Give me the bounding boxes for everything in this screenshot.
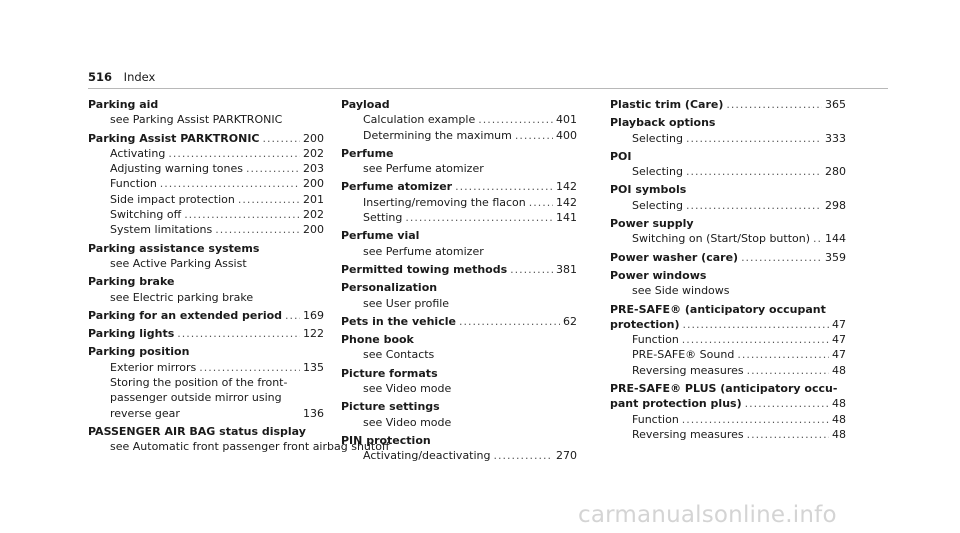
index-term bbox=[341, 179, 577, 194]
page-reference[interactable]: 365 bbox=[825, 98, 846, 111]
index-term bbox=[610, 97, 846, 112]
index-subentry bbox=[88, 207, 324, 222]
index-entry bbox=[88, 131, 324, 238]
entry-text: Activating/deactivating bbox=[363, 449, 491, 463]
index-term bbox=[610, 115, 846, 130]
entry-text: Reversing measures bbox=[632, 363, 744, 377]
entry-text: Function bbox=[110, 177, 157, 191]
page-reference[interactable]: 142 bbox=[556, 195, 577, 209]
index-subentry bbox=[341, 244, 577, 259]
page-header bbox=[88, 70, 155, 84]
page-reference[interactable]: 169 bbox=[303, 308, 324, 322]
dot-leader bbox=[682, 332, 829, 347]
index-subentry bbox=[88, 439, 390, 454]
index-term bbox=[88, 274, 324, 289]
dot-leader bbox=[510, 262, 553, 277]
entry-text: see Active Parking Assist bbox=[110, 256, 247, 270]
page-reference[interactable]: 47 bbox=[832, 333, 846, 347]
entry-text: Storing the position of the front-passenger outside mirror using reverse gear bbox=[110, 376, 288, 420]
entry-text: PIN protection bbox=[341, 433, 431, 447]
index-entry bbox=[610, 149, 846, 180]
dot-leader bbox=[747, 427, 829, 442]
index-subentry bbox=[610, 283, 846, 298]
entry-text: Perfume atomizer bbox=[341, 180, 453, 194]
index-entry bbox=[88, 97, 324, 128]
entry-text: pant protection plus) bbox=[610, 397, 742, 411]
index-entry bbox=[341, 433, 577, 464]
index-subentry bbox=[341, 296, 577, 311]
entry-text: Parking for an extended period bbox=[88, 308, 283, 322]
index-entry bbox=[610, 182, 846, 213]
dot-leader bbox=[686, 131, 822, 146]
entry-text: see Electric parking brake bbox=[110, 290, 254, 304]
index-subentry bbox=[610, 131, 846, 146]
index-term bbox=[341, 228, 577, 243]
index-subentry bbox=[88, 222, 324, 237]
entry-text: Plastic trim (Care) bbox=[610, 98, 724, 111]
watermark: carmanualsonline.info bbox=[578, 502, 837, 528]
dot-leader bbox=[515, 128, 553, 143]
page-reference[interactable]: 144 bbox=[825, 232, 846, 246]
index-subentry bbox=[610, 198, 846, 213]
index-term bbox=[341, 314, 577, 329]
entry-text: Adjusting warning tones bbox=[110, 162, 243, 176]
index-column-3 bbox=[610, 97, 846, 445]
entry-text: see Video mode bbox=[363, 382, 452, 396]
entry-text: Inserting/removing the flacon bbox=[363, 195, 526, 209]
index-term bbox=[610, 216, 846, 231]
entry-text: Reversing measures bbox=[632, 427, 744, 441]
index-subentry bbox=[88, 176, 324, 191]
index-entry bbox=[610, 381, 846, 442]
entry-text: System limitations bbox=[110, 223, 213, 237]
index-subentry bbox=[610, 363, 846, 378]
entry-text: see User profile bbox=[363, 296, 450, 310]
page-reference[interactable]: 62 bbox=[563, 314, 577, 328]
entry-text: Power washer (care) bbox=[610, 250, 739, 264]
index-term bbox=[610, 268, 846, 283]
page-reference[interactable]: 48 bbox=[832, 427, 846, 441]
page-reference[interactable]: 47 bbox=[832, 317, 846, 331]
index-subentry bbox=[88, 360, 324, 375]
page-reference[interactable]: 201 bbox=[303, 192, 324, 206]
index-term bbox=[88, 344, 324, 359]
dot-leader bbox=[285, 308, 300, 323]
entry-text: protection) bbox=[610, 317, 680, 331]
page-reference[interactable]: 142 bbox=[556, 180, 577, 194]
dot-leader bbox=[494, 448, 553, 463]
index-entry bbox=[610, 302, 846, 378]
entry-text: Payload bbox=[341, 98, 390, 111]
entry-text: PRE-SAFE® (anticipatory occupant bbox=[610, 302, 826, 316]
index-entry bbox=[341, 399, 577, 430]
index-term bbox=[341, 433, 577, 448]
index-term bbox=[610, 396, 846, 411]
index-entry bbox=[341, 97, 577, 143]
dot-leader bbox=[745, 396, 829, 411]
index-subentry bbox=[88, 161, 324, 176]
index-term bbox=[88, 308, 324, 323]
entry-text: PRE-SAFE® PLUS (anticipatory occu- bbox=[610, 382, 838, 396]
index-subentry bbox=[341, 195, 577, 210]
entry-text: Pets in the vehicle bbox=[341, 314, 456, 328]
entry-text: Parking lights bbox=[88, 327, 175, 341]
entry-text: Parking assistance systems bbox=[88, 241, 260, 255]
page-reference[interactable]: 136 bbox=[303, 406, 324, 420]
page-reference[interactable]: 401 bbox=[556, 113, 577, 127]
page-reference[interactable]: 202 bbox=[303, 146, 324, 160]
index-subentry bbox=[341, 415, 577, 430]
page-title: Index bbox=[123, 70, 156, 84]
index-subentry bbox=[610, 231, 846, 246]
entry-text: see Video mode bbox=[363, 415, 452, 429]
index-entry bbox=[610, 250, 846, 265]
index-term bbox=[88, 131, 324, 146]
entry-text: Determining the maximum bbox=[363, 128, 512, 142]
index-term bbox=[88, 241, 324, 256]
entry-text: Picture formats bbox=[341, 366, 438, 380]
header-divider bbox=[88, 88, 888, 89]
entry-text: Power supply bbox=[610, 217, 694, 231]
dot-leader bbox=[683, 317, 829, 332]
index-entry bbox=[341, 228, 577, 259]
index-term bbox=[341, 146, 577, 161]
index-entry bbox=[341, 332, 577, 363]
index-subentry bbox=[341, 112, 577, 127]
dot-leader bbox=[455, 179, 553, 194]
dot-leader bbox=[238, 192, 300, 207]
index-subentry bbox=[610, 347, 846, 362]
page-reference[interactable]: 48 bbox=[832, 397, 846, 411]
index-term bbox=[341, 262, 577, 277]
index-entry bbox=[88, 241, 324, 272]
index-entry bbox=[610, 115, 846, 146]
page-reference[interactable]: 122 bbox=[303, 327, 324, 341]
entry-text: Function bbox=[632, 333, 679, 347]
page-reference[interactable]: 200 bbox=[303, 223, 324, 237]
entry-text: Parking Assist PARKTRONIC bbox=[88, 131, 260, 145]
index-term bbox=[610, 302, 846, 317]
index-subentry bbox=[88, 375, 324, 421]
dot-leader bbox=[246, 161, 300, 176]
entry-text: Phone book bbox=[341, 333, 414, 347]
index-entry bbox=[341, 262, 577, 277]
index-term bbox=[341, 97, 577, 112]
index-term bbox=[341, 366, 577, 381]
index-subentry bbox=[610, 332, 846, 347]
entry-text: Power windows bbox=[610, 268, 707, 282]
entry-text: Selecting bbox=[632, 165, 683, 179]
index-entry bbox=[610, 268, 846, 299]
index-term bbox=[610, 381, 846, 396]
index-term bbox=[610, 182, 846, 197]
page-reference[interactable]: 202 bbox=[303, 208, 324, 222]
dot-leader bbox=[263, 131, 300, 146]
entry-text: Selecting bbox=[632, 198, 683, 212]
entry-text: PASSENGER AIR BAG status display bbox=[88, 424, 306, 438]
dot-leader bbox=[160, 176, 300, 191]
index-entry bbox=[88, 274, 324, 305]
page-reference[interactable]: 298 bbox=[825, 198, 846, 212]
entry-text: Activating bbox=[110, 146, 166, 160]
index-subentry bbox=[341, 128, 577, 143]
entry-text: POI symbols bbox=[610, 183, 687, 197]
entry-text: see Side windows bbox=[632, 284, 730, 298]
entry-text: Parking brake bbox=[88, 275, 175, 289]
entry-text: Switching on (Start/Stop button) bbox=[632, 232, 811, 246]
entry-text: Permitted towing methods bbox=[341, 262, 508, 276]
dot-leader bbox=[184, 207, 300, 222]
page-reference[interactable]: 381 bbox=[556, 262, 577, 276]
entry-text: see Perfume atomizer bbox=[363, 162, 484, 176]
index-subentry bbox=[341, 161, 577, 176]
page-reference[interactable]: 200 bbox=[303, 131, 324, 145]
index-subentry bbox=[88, 192, 324, 207]
index-entry bbox=[341, 366, 577, 397]
entry-text: Function bbox=[632, 412, 679, 426]
entry-text: POI bbox=[610, 149, 632, 163]
dot-leader bbox=[813, 231, 822, 246]
entry-text: see Contacts bbox=[363, 348, 435, 362]
entry-text: see Parking Assist PARKTRONIC bbox=[110, 113, 283, 127]
index-subentry bbox=[610, 164, 846, 179]
dot-leader bbox=[199, 360, 300, 375]
dot-leader bbox=[215, 222, 300, 237]
dot-leader bbox=[459, 314, 560, 329]
index-entry bbox=[610, 216, 846, 247]
index-subentry bbox=[88, 290, 324, 305]
index-term bbox=[610, 317, 846, 332]
entry-text: Perfume bbox=[341, 146, 394, 160]
entry-text: see Perfume atomizer bbox=[363, 244, 484, 258]
index-entry bbox=[610, 97, 846, 112]
index-subentry bbox=[88, 112, 324, 127]
page-reference[interactable]: 47 bbox=[832, 348, 846, 362]
entry-text: see Automatic front passenger front airbag shutoff bbox=[110, 440, 390, 454]
entry-text: Selecting bbox=[632, 131, 683, 145]
index-entry bbox=[341, 146, 577, 177]
page-reference[interactable]: 400 bbox=[556, 128, 577, 142]
dot-leader bbox=[726, 97, 822, 112]
dot-leader bbox=[747, 363, 829, 378]
index-term bbox=[341, 399, 577, 414]
index-term bbox=[341, 280, 577, 295]
dot-leader bbox=[478, 112, 553, 127]
index-subentry bbox=[341, 210, 577, 225]
page-reference[interactable]: 141 bbox=[556, 211, 577, 225]
entry-text: Switching off bbox=[110, 208, 182, 222]
index-subentry bbox=[88, 146, 324, 161]
entry-text: Personalization bbox=[341, 281, 438, 295]
dot-leader bbox=[686, 198, 822, 213]
entry-text: Playback options bbox=[610, 116, 716, 130]
index-column-2 bbox=[341, 97, 577, 467]
index-entry bbox=[88, 326, 324, 341]
index-subentry bbox=[341, 448, 577, 463]
entry-text: Parking position bbox=[88, 345, 190, 359]
index-entry bbox=[341, 314, 577, 329]
index-entry bbox=[88, 308, 324, 323]
entry-text: Side impact protection bbox=[110, 192, 235, 206]
entry-text: PRE-SAFE® Sound bbox=[632, 348, 735, 362]
index-term bbox=[88, 97, 324, 112]
index-entry bbox=[341, 179, 577, 225]
index-term bbox=[610, 149, 846, 164]
index-term bbox=[341, 332, 577, 347]
index-subentry bbox=[341, 347, 577, 362]
index-subentry bbox=[341, 381, 577, 396]
dot-leader bbox=[741, 250, 822, 265]
page-reference[interactable]: 135 bbox=[303, 360, 324, 374]
entry-text: Exterior mirrors bbox=[110, 360, 197, 374]
entry-text: Calculation example bbox=[363, 113, 476, 127]
dot-leader bbox=[168, 146, 300, 161]
dot-leader bbox=[529, 195, 553, 210]
page-reference[interactable]: 270 bbox=[556, 449, 577, 463]
index-term bbox=[610, 250, 846, 265]
dot-leader bbox=[682, 412, 829, 427]
page-reference[interactable]: 48 bbox=[832, 363, 846, 377]
index-entry bbox=[341, 280, 577, 311]
index-term bbox=[88, 326, 324, 341]
dot-leader bbox=[737, 347, 829, 362]
page-reference[interactable]: 333 bbox=[825, 131, 846, 145]
index-entry bbox=[88, 344, 324, 420]
entry-text: Setting bbox=[363, 211, 403, 225]
dot-leader bbox=[177, 326, 300, 341]
entry-text: Parking aid bbox=[88, 98, 159, 111]
page-reference[interactable]: 200 bbox=[303, 177, 324, 191]
page-reference[interactable]: 48 bbox=[832, 412, 846, 426]
page-reference[interactable]: 359 bbox=[825, 250, 846, 264]
index-subentry bbox=[88, 256, 324, 271]
index-subentry bbox=[610, 427, 846, 442]
dot-leader bbox=[405, 210, 553, 225]
page-reference[interactable]: 203 bbox=[303, 162, 324, 176]
entry-text: Picture settings bbox=[341, 400, 440, 414]
index-term bbox=[88, 424, 324, 439]
entry-text: Perfume vial bbox=[341, 229, 420, 243]
index-subentry bbox=[610, 412, 846, 427]
page-number: 516 bbox=[88, 70, 113, 84]
page-reference[interactable]: 280 bbox=[825, 165, 846, 179]
dot-leader bbox=[686, 164, 822, 179]
